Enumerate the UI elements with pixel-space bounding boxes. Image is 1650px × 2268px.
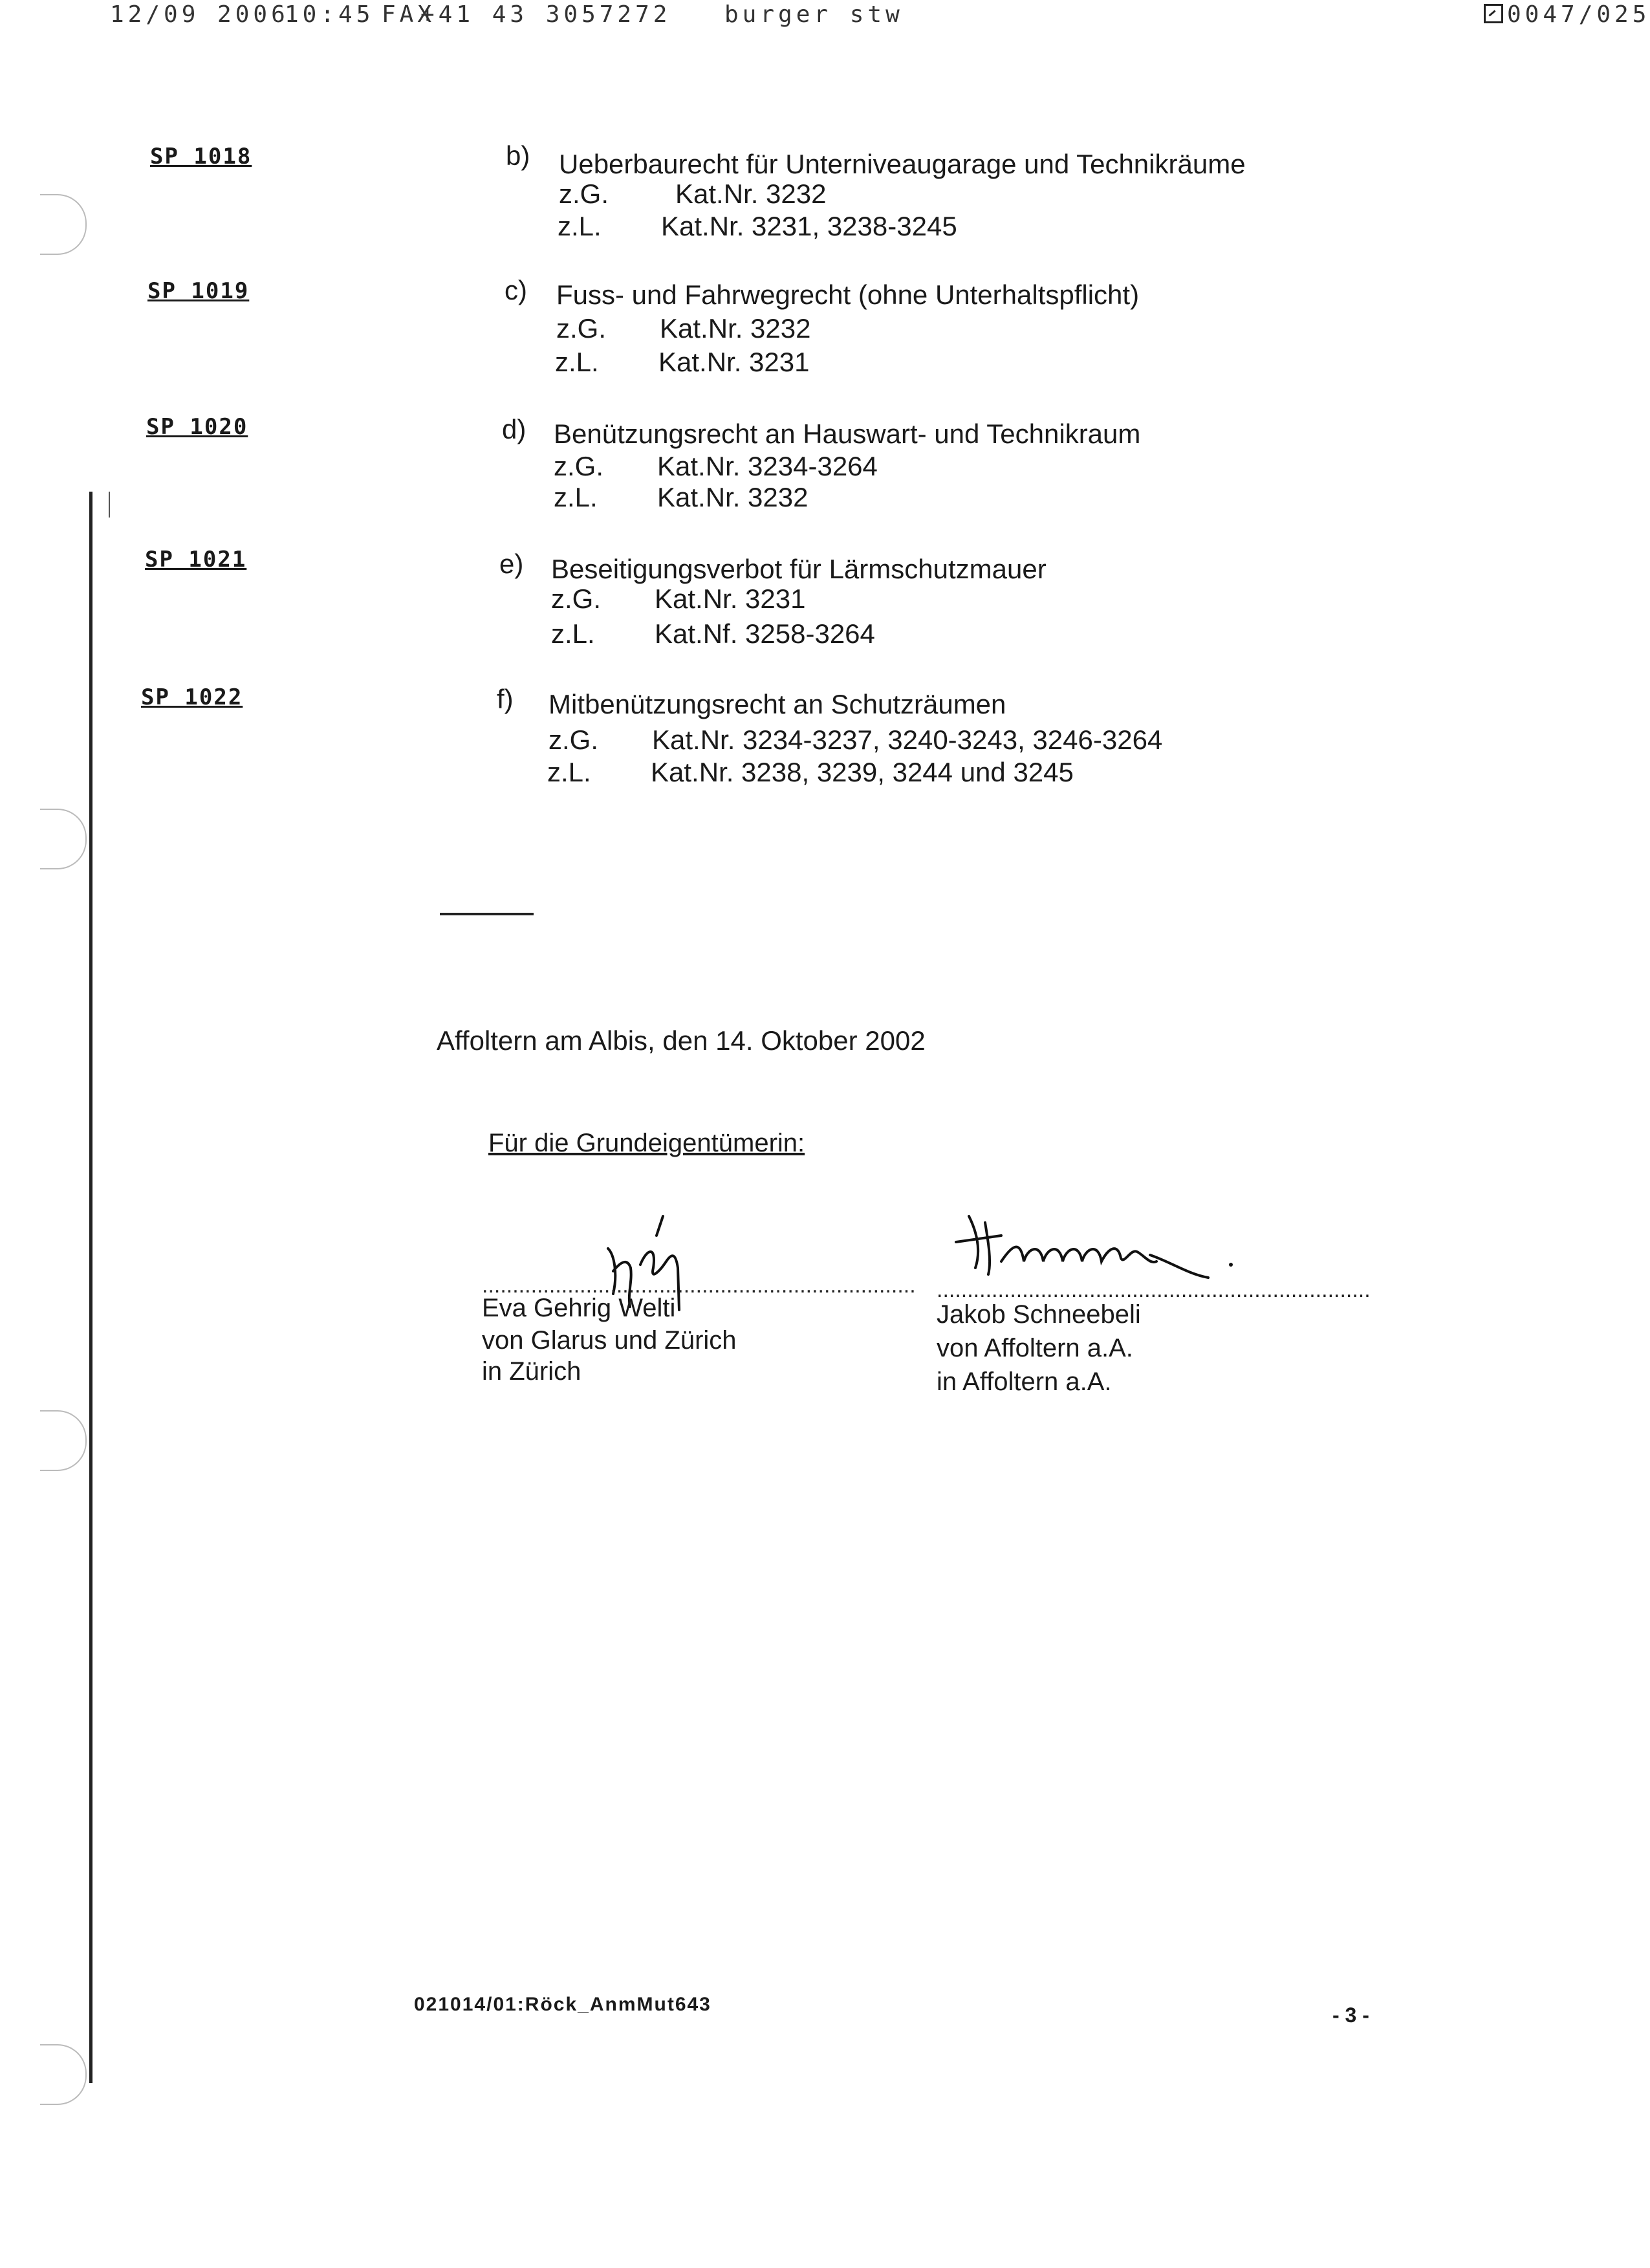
entry-burdened-row: [551, 618, 875, 649]
signatory-residence: in Affoltern a.A.: [937, 1368, 1112, 1396]
entry-beneficiary-row: [551, 583, 805, 615]
punch-hole: [40, 2044, 87, 2105]
document-reference: 021014/01:Röck_AnmMut643: [414, 1994, 711, 2015]
entry-burdened-row: [547, 757, 1074, 788]
zl-value: Kat.Nr. 3232: [657, 482, 809, 512]
entry-letter: c): [505, 275, 527, 305]
zl-value: Kat.Nf. 3258-3264: [655, 618, 875, 649]
signatory-origin: von Glarus und Zürich: [482, 1326, 737, 1355]
binding-edge: [89, 492, 92, 2083]
entry-burdened-row: [554, 482, 808, 513]
entry-letter: d): [502, 414, 526, 444]
signature-line: .......................................................................: [937, 1278, 1371, 1302]
entry-beneficiary-row: [556, 313, 810, 344]
fax-sender: burger stw: [724, 1, 904, 28]
zg-value: Kat.Nr. 3231: [655, 583, 806, 614]
signatory-residence: in Zürich: [482, 1357, 581, 1386]
zl-label: z.L.: [551, 618, 595, 649]
entry-title: Benützungsrecht an Hauswart- und Technikraum: [554, 419, 1141, 449]
sp-number: SP 1018: [150, 144, 252, 169]
fax-page-number: 0047/025: [1507, 1, 1650, 28]
zg-value: Kat.Nr. 3234-3264: [657, 451, 878, 481]
zg-value: Kat.Nr. 3232: [675, 179, 827, 209]
sp-number: SP 1020: [146, 414, 248, 440]
entry-burdened-row: [558, 211, 957, 242]
zg-label: z.G.: [559, 179, 609, 209]
punch-hole: [40, 1410, 87, 1471]
zg-label: z.G.: [548, 725, 599, 755]
signatory-name: Jakob Schneebeli: [937, 1300, 1141, 1329]
checkbox-icon: [1484, 4, 1503, 23]
entry-letter: b): [506, 140, 530, 171]
punch-hole: [40, 194, 87, 255]
zl-label: z.L.: [547, 757, 591, 787]
entry-title: Beseitigungsverbot für Lärmschutzmauer: [551, 554, 1047, 584]
fax-phone: +41 43 3057272: [420, 1, 671, 28]
entry-beneficiary-row: [559, 179, 826, 210]
zg-label: z.G.: [556, 313, 607, 343]
punch-hole: [40, 809, 87, 869]
signatory-name: Eva Gehrig Welti: [482, 1294, 676, 1322]
sp-number: SP 1021: [145, 547, 247, 572]
fax-label: FAX: [382, 1, 436, 28]
signature-line: .......................................................................: [482, 1273, 916, 1298]
section-divider: [440, 913, 534, 915]
owner-label: Für die Grundeigentümerin:: [488, 1129, 805, 1157]
zg-value: Kat.Nr. 3234-3237, 3240-3243, 3246-3264: [652, 725, 1163, 755]
binding-mark: [109, 492, 110, 518]
zl-label: z.L.: [554, 482, 598, 512]
entry-title: Fuss- und Fahrwegrecht (ohne Unterhaltspflicht): [556, 279, 1140, 310]
entry-letter: e): [499, 549, 524, 579]
zl-label: z.L.: [558, 211, 602, 241]
entry-title: Ueberbaurecht für Unterniveaugarage und Technikräume: [559, 149, 1246, 179]
sp-number: SP 1022: [141, 684, 243, 710]
zl-value: Kat.Nr. 3231, 3238-3245: [661, 211, 957, 241]
signature-block: [482, 1210, 916, 1404]
signature-block: [937, 1203, 1371, 1410]
entry-burdened-row: [555, 347, 809, 378]
zg-label: z.G.: [551, 583, 602, 614]
entry-letter: f): [497, 684, 514, 714]
zl-label: z.L.: [555, 347, 599, 377]
fax-time: 10:45: [285, 1, 375, 28]
zl-value: Kat.Nr. 3231: [658, 347, 810, 377]
sp-number: SP 1019: [147, 278, 250, 304]
place-and-date: Affoltern am Albis, den 14. Oktober 2002: [437, 1025, 926, 1056]
fax-header: [110, 1, 1650, 40]
entry-title: Mitbenützungsrecht an Schutzräumen: [548, 689, 1006, 719]
zl-value: Kat.Nr. 3238, 3239, 3244 und 3245: [651, 757, 1074, 787]
entry-beneficiary-row: [554, 451, 878, 482]
zg-value: Kat.Nr. 3232: [660, 313, 811, 343]
signatory-origin: von Affoltern a.A.: [937, 1334, 1133, 1362]
fax-date: 12/09 2006: [110, 1, 289, 28]
fax-page-counter: [1484, 1, 1650, 28]
page-number: - 3 -: [1332, 2003, 1369, 2027]
entry-beneficiary-row: [548, 725, 1162, 756]
zg-label: z.G.: [554, 451, 604, 481]
